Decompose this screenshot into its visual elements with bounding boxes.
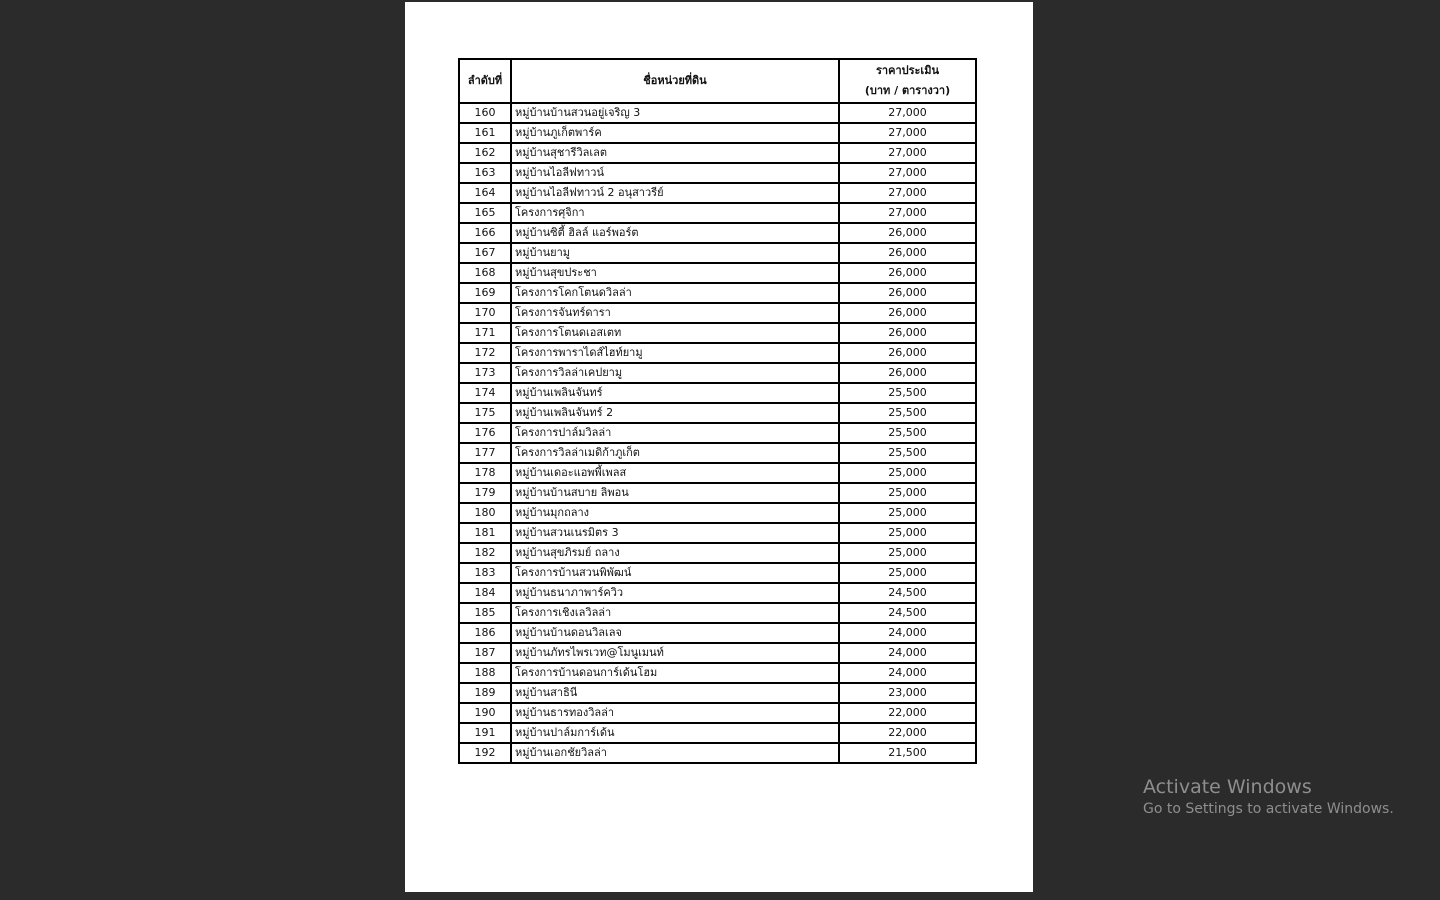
row-name: หมู่บ้านภัทรไพรเวท@โมนูเมนท์	[511, 643, 839, 663]
row-name: หมู่บ้านไอลีฟทาวน์	[511, 163, 839, 183]
table-row	[459, 443, 976, 463]
row-name: หมู่บ้านซิตี้ ฮิลล์ แอร์พอร์ต	[511, 223, 839, 243]
row-index: 165	[459, 203, 511, 223]
header-price-line1: ราคาประเมิน	[876, 64, 939, 77]
row-price: 25,500	[839, 423, 976, 443]
document-page	[405, 2, 1033, 892]
table-row	[459, 523, 976, 543]
row-price: 25,500	[839, 403, 976, 423]
row-name: โครงการโตนดเอสเตท	[511, 323, 839, 343]
row-index: 170	[459, 303, 511, 323]
row-price: 26,000	[839, 223, 976, 243]
table-row	[459, 323, 976, 343]
table-row	[459, 623, 976, 643]
table-row	[459, 723, 976, 743]
table-row	[459, 223, 976, 243]
header-price	[839, 59, 976, 103]
row-price: 25,000	[839, 563, 976, 583]
row-price: 22,000	[839, 703, 976, 723]
table-row	[459, 643, 976, 663]
table-row	[459, 123, 976, 143]
row-index: 175	[459, 403, 511, 423]
row-price: 26,000	[839, 323, 976, 343]
row-index: 184	[459, 583, 511, 603]
table-body	[459, 103, 976, 763]
row-price: 26,000	[839, 303, 976, 323]
row-price: 24,500	[839, 583, 976, 603]
table-row	[459, 103, 976, 123]
row-name: หมู่บ้านสาธินี	[511, 683, 839, 703]
row-price: 26,000	[839, 343, 976, 363]
row-price: 24,500	[839, 603, 976, 623]
row-price: 26,000	[839, 283, 976, 303]
row-index: 192	[459, 743, 511, 763]
row-index: 173	[459, 363, 511, 383]
table-row	[459, 263, 976, 283]
row-name: หมู่บ้านเอกชัยวิลล่า	[511, 743, 839, 763]
row-name: หมู่บ้านบ้านสบาย ลิพอน	[511, 483, 839, 503]
row-index: 163	[459, 163, 511, 183]
row-index: 187	[459, 643, 511, 663]
row-index: 176	[459, 423, 511, 443]
row-name: หมู่บ้านธนาภาพาร์ควิว	[511, 583, 839, 603]
row-price: 27,000	[839, 203, 976, 223]
table-row	[459, 703, 976, 723]
header-name: ชื่อหน่วยที่ดิน	[511, 59, 839, 103]
table-row	[459, 563, 976, 583]
row-price: 26,000	[839, 263, 976, 283]
table-row	[459, 283, 976, 303]
row-price: 25,000	[839, 483, 976, 503]
row-name: หมู่บ้านบ้านสวนอยู่เจริญ 3	[511, 103, 839, 123]
row-index: 190	[459, 703, 511, 723]
row-index: 186	[459, 623, 511, 643]
table-row	[459, 343, 976, 363]
table-row	[459, 243, 976, 263]
row-price: 23,000	[839, 683, 976, 703]
row-name: หมู่บ้านเพลินจันทร์	[511, 383, 839, 403]
row-index: 172	[459, 343, 511, 363]
table-row	[459, 683, 976, 703]
header-price-line2: (บาท / ตารางวา)	[864, 84, 951, 97]
row-index: 164	[459, 183, 511, 203]
table-header-row	[459, 59, 976, 103]
table-row	[459, 363, 976, 383]
table-row	[459, 383, 976, 403]
row-price: 24,000	[839, 643, 976, 663]
row-name: หมู่บ้านเดอะแอพพี้เพลส	[511, 463, 839, 483]
row-name: หมู่บ้านธารทองวิลล่า	[511, 703, 839, 723]
row-price: 25,000	[839, 503, 976, 523]
row-price: 24,000	[839, 623, 976, 643]
row-price: 25,000	[839, 523, 976, 543]
watermark-subtitle: Go to Settings to activate Windows.	[1143, 801, 1394, 817]
table-row	[459, 403, 976, 423]
row-index: 169	[459, 283, 511, 303]
table-row	[459, 303, 976, 323]
row-price: 27,000	[839, 163, 976, 183]
row-index: 171	[459, 323, 511, 343]
table-row	[459, 503, 976, 523]
row-price: 27,000	[839, 183, 976, 203]
row-name: โครงการศุจิกา	[511, 203, 839, 223]
row-index: 181	[459, 523, 511, 543]
row-name: หมู่บ้านบ้านดอนวิลเลจ	[511, 623, 839, 643]
row-index: 185	[459, 603, 511, 623]
row-index: 178	[459, 463, 511, 483]
row-name: โครงการบ้านดอนการ์เด้นโฮม	[511, 663, 839, 683]
row-name: โครงการพาราไดส์ไฮท์ยามู	[511, 343, 839, 363]
row-name: โครงการบ้านสวนพิพัฒน์	[511, 563, 839, 583]
table-row	[459, 743, 976, 763]
table-row	[459, 423, 976, 443]
activate-windows-watermark	[1143, 775, 1394, 819]
row-index: 160	[459, 103, 511, 123]
table-row	[459, 163, 976, 183]
row-name: โครงการจันทร์ดารา	[511, 303, 839, 323]
row-name: โครงการเชิงเลวิลล่า	[511, 603, 839, 623]
row-name: หมู่บ้านสุขประชา	[511, 263, 839, 283]
row-price: 25,000	[839, 463, 976, 483]
row-index: 174	[459, 383, 511, 403]
row-name: โครงการปาล์มวิลล่า	[511, 423, 839, 443]
row-price: 24,000	[839, 663, 976, 683]
table-row	[459, 463, 976, 483]
row-index: 179	[459, 483, 511, 503]
row-index: 188	[459, 663, 511, 683]
row-index: 166	[459, 223, 511, 243]
row-index: 180	[459, 503, 511, 523]
land-price-table	[458, 58, 977, 764]
row-price: 27,000	[839, 103, 976, 123]
row-index: 168	[459, 263, 511, 283]
header-index: ลำดับที่	[459, 59, 511, 103]
row-name: หมู่บ้านสุชารีวิลเลต	[511, 143, 839, 163]
row-name: หมู่บ้านสุขภิรมย์ ถลาง	[511, 543, 839, 563]
row-index: 182	[459, 543, 511, 563]
row-name: หมู่บ้านยามู	[511, 243, 839, 263]
row-name: หมู่บ้านปาล์มการ์เด้น	[511, 723, 839, 743]
table-row	[459, 183, 976, 203]
row-index: 183	[459, 563, 511, 583]
row-price: 21,500	[839, 743, 976, 763]
row-index: 177	[459, 443, 511, 463]
row-price: 25,000	[839, 543, 976, 563]
row-index: 191	[459, 723, 511, 743]
row-index: 161	[459, 123, 511, 143]
row-name: หมู่บ้านเพลินจันทร์ 2	[511, 403, 839, 423]
table-row	[459, 603, 976, 623]
table-row	[459, 583, 976, 603]
row-name: โครงการโคกโตนดวิลล่า	[511, 283, 839, 303]
row-name: โครงการวิลล่าเมดิก้าภูเก็ต	[511, 443, 839, 463]
row-index: 162	[459, 143, 511, 163]
row-price: 22,000	[839, 723, 976, 743]
row-index: 189	[459, 683, 511, 703]
row-price: 27,000	[839, 123, 976, 143]
row-price: 27,000	[839, 143, 976, 163]
row-price: 26,000	[839, 363, 976, 383]
watermark-title: Activate Windows	[1143, 776, 1312, 798]
row-price: 26,000	[839, 243, 976, 263]
row-name: หมู่บ้านมุกถลาง	[511, 503, 839, 523]
row-price: 25,500	[839, 383, 976, 403]
row-name: โครงการวิลล่าเคปยามู	[511, 363, 839, 383]
row-price: 25,500	[839, 443, 976, 463]
table-row	[459, 663, 976, 683]
table-row	[459, 143, 976, 163]
row-name: หมู่บ้านไอลีฟทาวน์ 2 อนุสาวรีย์	[511, 183, 839, 203]
row-name: หมู่บ้านสวนเนรมิตร 3	[511, 523, 839, 543]
table-row	[459, 483, 976, 503]
row-index: 167	[459, 243, 511, 263]
row-name: หมู่บ้านภูเก็ตพาร์ค	[511, 123, 839, 143]
table-row	[459, 203, 976, 223]
table-row	[459, 543, 976, 563]
